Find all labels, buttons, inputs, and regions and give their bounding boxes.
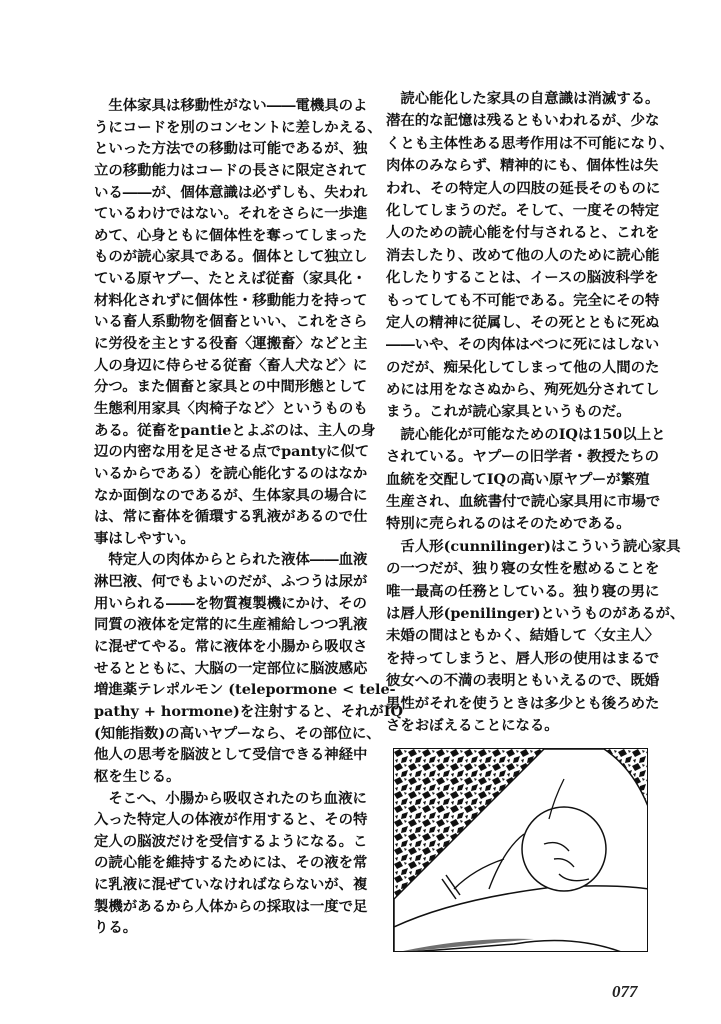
text-line: まう。これが読心家具というものだ。 — [386, 403, 631, 421]
text-line: 用いられる――を物質複製機にかけ、その — [94, 594, 367, 612]
text-line: 辺の内密な用を足させる点でpantyに似て — [94, 443, 370, 461]
left-text-column — [94, 95, 404, 939]
text-line: くとも主体性ある思考作用は不可能になり、 — [386, 134, 674, 152]
text-line: 生産され、血統書付で読心家具用に市場で — [386, 493, 661, 511]
text-line: せるとともに、大脳の一定部位に脳波感応 — [94, 659, 368, 677]
text-line: ――いや、その肉体はべつに死にはしない — [386, 336, 660, 354]
text-line: 特別に売られるのはそのためである。 — [386, 515, 631, 533]
text-line: 男性がそれを使うときは多少とも後ろめた — [386, 694, 660, 712]
text-line: (知能指数)の高いヤプーなら、その部位に、 — [94, 724, 381, 742]
text-line: 人のための読心能を付与されると、これを — [386, 224, 660, 242]
text-line: pathy + hormone)を注射すると、それがIQ — [94, 702, 404, 720]
text-line: 肉体のみならず、精神的にも、個体性は失 — [386, 157, 659, 175]
text-line: に労役を主とする役畜〈運搬畜〉などと主 — [94, 335, 368, 353]
text-line: めには用をなさぬから、殉死処分されてし — [386, 381, 660, 399]
text-line: 分つ。また個畜と家具との中間形態として — [94, 378, 367, 396]
text-line: いるからである）を読心能化するのはなか — [94, 464, 368, 482]
text-line: 潜在的な記憶は残るともいわれるが、少な — [386, 112, 660, 130]
text-line: りる。 — [94, 919, 138, 937]
text-line: 生態利用家具〈肉椅子など〉というものも — [94, 399, 368, 417]
text-line: 人の身辺に侍らせる従畜〈畜人犬など〉に — [94, 356, 368, 374]
text-line: うにコードを別のコンセントに差しかえる、 — [94, 118, 382, 136]
text-line: 製機があるから人体からの採取は一度で足 — [94, 897, 368, 915]
text-line: 淋巴液、何でもよいのだが、ふつうは尿が — [94, 573, 368, 591]
text-line: ているわけではない。それをさらに一歩進 — [94, 205, 368, 223]
text-line: 読心能化した家具の自意識は消滅する。 — [386, 90, 660, 107]
text-line: 事はしやすい。 — [94, 529, 195, 547]
text-line: 彼女への不満の表明ともいえるので、既婚 — [386, 672, 660, 690]
text-line: 化したりすることは、イースの脳波科学を — [386, 269, 659, 287]
text-line: に乳液に混ぜていなければならないが、複 — [94, 876, 368, 894]
text-line: に混ぜてやる。常に液体を小腸から吸収さ — [94, 638, 368, 656]
text-line: は唇人形(penilinger)というものがあるが、 — [386, 604, 685, 622]
illustration-drawing — [394, 749, 648, 952]
text-line: のだが、痴呆化してしまって他の人間のた — [386, 358, 660, 376]
text-line: 消去したり、改めて他の人のために読心能 — [386, 246, 660, 264]
text-line: 他人の思考を脳波として受信できる神経中 — [94, 746, 368, 764]
text-line: 増進薬テレポルモン (telepormone < tele- — [94, 681, 396, 699]
text-line: といった方法での移動は可能であるが、独 — [94, 140, 368, 158]
text-line: は、常に畜体を循環する乳液があるので仕 — [94, 508, 368, 526]
text-line: 定人の精神に従属し、その死とともに死ぬ — [386, 313, 660, 331]
text-line: 特定人の肉体からとられた液体――血液 — [94, 551, 368, 569]
text-line: 立の移動能力はコードの長さに限定されて — [94, 161, 368, 179]
text-line: なか面倒なのであるが、生体家具の場合に — [94, 486, 368, 504]
text-line: 同質の液体を定常的に生産補給しつつ乳液 — [94, 616, 368, 634]
text-line: 血統を交配してIQの高い原ヤプーが繁殖 — [386, 470, 650, 488]
text-line: 舌人形(cunnilinger)はこういう読心家具 — [386, 537, 681, 555]
text-line: ある。従畜をpantieとよぶのは、主人の身 — [94, 421, 376, 439]
text-line: 読心能化が可能なためのIQは150以上と — [386, 425, 666, 443]
text-line: の一つだが、独り寝の女性を慰めることを — [386, 560, 660, 578]
text-line: ものが読心家具である。個体として独立し — [94, 248, 368, 266]
text-line: 枢を生じる。 — [94, 767, 181, 785]
text-line: さをおぼえることになる。 — [386, 716, 559, 734]
text-line: ている原ヤプー、たとえば従畜（家具化・ — [94, 270, 367, 288]
text-line: いる――が、個体意識は必ずしも、失われ — [94, 183, 368, 201]
illustration — [393, 748, 648, 952]
text-line: われ、その特定人の四肢の延長そのものに — [386, 179, 661, 197]
text-line: 材料化されずに個体性・移動能力を持って — [94, 291, 368, 309]
text-line: 定人の脳波だけを受信するようになる。こ — [94, 832, 368, 850]
text-line: の読心能を維持するためには、その液を常 — [94, 854, 368, 872]
page-number: 077 — [612, 982, 638, 1001]
text-line: 唯一最高の任務としている。独り寝の男に — [386, 582, 660, 600]
text-line: そこへ、小腸から吸収されたのち血液に — [94, 789, 367, 807]
text-line: もってしても不可能である。完全にその特 — [386, 291, 660, 309]
text-line: を持ってしまうと、唇人形の使用はまるで — [386, 649, 660, 667]
text-line: 生体家具は移動性がない――電機具のよ — [94, 97, 368, 114]
text-line: 化してしまうのだ。そして、一度その特定 — [386, 201, 660, 219]
text-line: されている。ヤプーの旧学者・教授たちの — [386, 448, 659, 466]
text-line: いる畜人系動物を個畜といい、これをさら — [94, 313, 368, 331]
right-text-column — [386, 88, 685, 737]
text-line: めて、心身ともに個体性を奪ってしまった — [94, 226, 368, 244]
text-line: 未婚の間はともかく、結婚して〈女主人〉 — [386, 627, 660, 645]
text-line: 入った特定人の体液が作用すると、その特 — [94, 811, 368, 829]
